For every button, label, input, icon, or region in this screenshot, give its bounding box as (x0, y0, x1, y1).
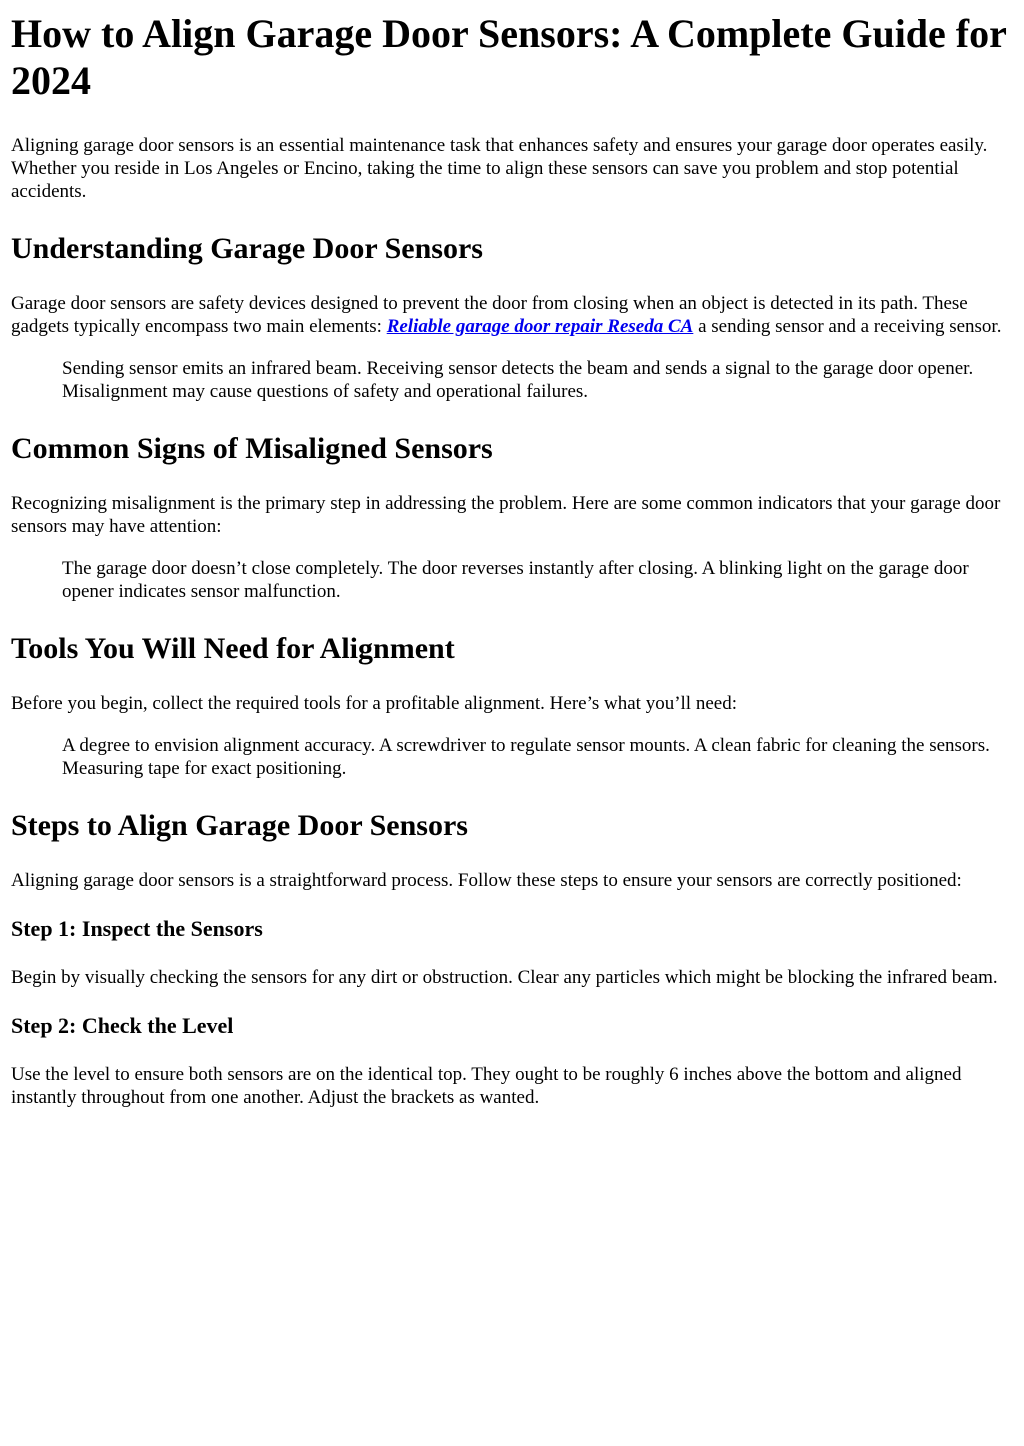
understanding-paragraph (11, 292, 1014, 338)
garage-door-repair-link[interactable]: Reliable garage door repair Reseda CA (386, 316, 694, 337)
section-heading-tools: Tools You Will Need for Alignment (11, 632, 455, 665)
steps-paragraph: Aligning garage door sensors is a straightforward process. Follow these steps to ensure your sensors are correctly positioned: (11, 870, 962, 891)
intro-paragraph: Aligning garage door sensors is an essential maintenance task that enhances safety and ensures your garage door operates easily. Whether you reside in Los Angeles or Encino, taking the time to align these sensors can save you problem and stop potential accidents. (11, 135, 988, 202)
understanding-text-after-link: a sending sensor and a receiving sensor. (693, 316, 1002, 337)
section-heading-signs: Common Signs of Misaligned Sensors (11, 432, 493, 465)
step-2-heading: Step 2: Check the Level (11, 1013, 234, 1038)
sensor-components-quote: Sending sensor emits an infrared beam. Receiving sensor detects the beam and sends a signal to the garage door opener. Misalignment may cause questions of safety and operational failures. (62, 358, 974, 402)
understanding-text-before-link: Garage door sensors are safety devices designed to prevent the door from closing when an object is detected in its path. These gadgets typically encompass two main elements: (11, 293, 968, 337)
tools-paragraph: Before you begin, collect the required tools for a profitable alignment. Here’s what you’ll need: (11, 693, 737, 714)
page-title: How to Align Garage Door Sensors: A Complete Guide for 2024 (11, 11, 1007, 103)
tools-quote: A degree to envision alignment accuracy. A screwdriver to regulate sensor mounts. A clean fabric for cleaning the sensors. Measuring tape for exact positioning. (62, 735, 990, 779)
section-heading-understanding: Understanding Garage Door Sensors (11, 232, 483, 265)
signs-paragraph: Recognizing misalignment is the primary step in addressing the problem. Here are some common indicators that your garage door sensors may have attention: (11, 493, 1001, 537)
step-1-heading: Step 1: Inspect the Sensors (11, 916, 263, 941)
step-2-paragraph: Use the level to ensure both sensors are on the identical top. They ought to be roughly 6 inches above the bottom and aligned instantly throughout from one another. Adjust the brackets as wanted. (11, 1064, 962, 1108)
step-1-paragraph: Begin by visually checking the sensors for any dirt or obstruction. Clear any particles which might be blocking the infrared beam. (11, 967, 998, 988)
signs-quote: The garage door doesn’t close completely. The door reverses instantly after closing. A blinking light on the garage door opener indicates sensor malfunction. (62, 558, 969, 602)
section-heading-steps: Steps to Align Garage Door Sensors (11, 809, 468, 842)
